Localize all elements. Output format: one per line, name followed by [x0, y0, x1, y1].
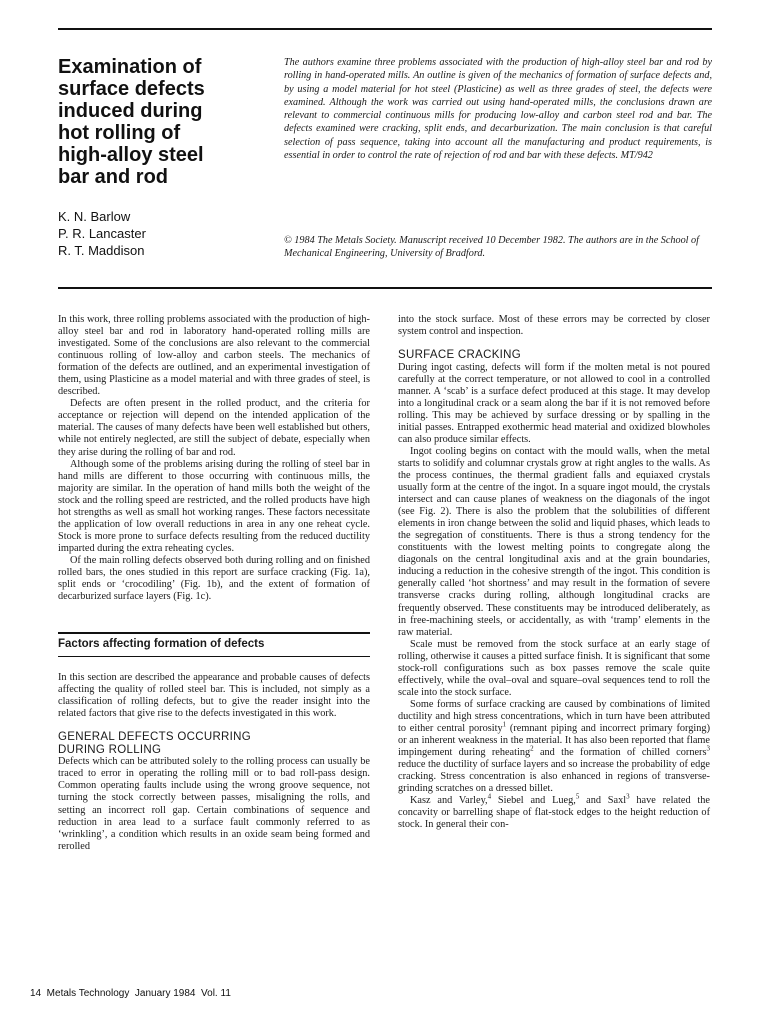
subheading: SURFACE CRACKING	[398, 349, 522, 362]
author: P. R. Lancaster	[58, 226, 146, 241]
reference-mark: 4	[487, 792, 492, 801]
paragraph: Kasz and Varley,$^4$ Siebel and Lueg,$^5$ and Saxl$^3$ have related the concavity or barrelling shape of flat-stock edges to the height reduction of stock. In general their con-	[398, 792, 711, 831]
paragraph: into the stock surface. Most of these errors may be corrected by closer system control and inspection.	[398, 314, 710, 338]
copyright-note: © 1984 The Metals Society. Manuscript received 10 December 1982. The authors are in the School of Mechanical Engineering, University of Bradford.	[284, 235, 699, 260]
paragraph: Defects are often present in the rolled product, and the criteria for acceptance or rejection will depend on the intended application of the material. The causes of many defects have been well established but others, while not entirely neglected, are still the subject of debate, especially when they arise during the rolling of bar and rod.	[58, 398, 370, 458]
left-column	[58, 314, 370, 853]
paragraph: Some forms of surface cracking are caused by combinations of limited ductility and high stress concentrations, which in turn have been attributed to either central porosity$^1$ (remnant piping and incorrect primary forging) or an inherent weakness in the material. It has also been reported that flame impingement during reheating$^2$ and the formation of chilled corners$^3$ reduce the ductility of surface layers and so increase the probability of edge cracking. Stress concentration is also enhanced in regions of transverse-grinding scratches on a dressed billet.	[398, 698, 711, 795]
header-divider	[58, 287, 712, 289]
reference-mark: 3	[626, 792, 630, 801]
top-rule	[58, 28, 712, 30]
paragraph: In this section are described the appearance and probable causes of defects affecting the quality of rolled steel bar. This is included, not simply as a classification of rolling defects, but to give the reader insight into the related factors that give rise to the defects investigated in this work.	[58, 672, 370, 720]
paragraph: During ingot casting, defects will form if the molten metal is not poured carefully at the correct temperature, or not allowed to cool in a controlled manner. A ‘scab’ is a surface defect produced at this stage. It may develop into a longitudinal crack or a seam along the bar if it is not removed before rolling. This may be achieved by surface dressing or by spalling in the initial passes. Entrapped exothermic head material and oxidized blowholes can also produce similar effects.	[398, 361, 710, 445]
article-title: Examination of surface defects induced during hot rolling of high-alloy steel bar and rod	[58, 56, 205, 188]
paragraph: Although some of the problems arising during the rolling of steel bar in hand mills are different to those occurring with continuous mills, the majority are similar. In the operation of hand mills both the weight of the stock and the rolling speed are restricted, and the rolled products have high hot strengths as well as small hot working ranges. These factors necessitate the application of low overall reductions in area in any one reheat cycle. Stock is more prone to surface defects resulting from the reduced ductility imparted during the extra reheating cycles.	[58, 458, 370, 554]
paragraph: Defects which can be attributed solely to the rolling process can usually be traced to error in operating the rolling mill or to bad roll-pass design. Common operating faults include using the wrong groove sequence, not turning the stock correctly between passes, misaligning the rolls, and setting an incorrect roll gap. Certain combinations of sequence and reduction in area lead to a surface fault commonly referred to as ‘wrinkling’, a condition which results in an oxide seam being formed and rerolled	[58, 756, 370, 852]
subheading: GENERAL DEFECTS OCCURRING DURING ROLLING	[58, 731, 252, 756]
reference-mark: 3	[706, 744, 710, 753]
paragraph: Scale must be removed from the stock surface at an early stage of rolling, otherwise it causes a pitted surface finish. It is significant that some stock-roll configurations such as box passes remove the scale quite effectively, while the oval–oval and square–oval sequences tend to roll the scale into the stock surface.	[398, 638, 710, 698]
reference-mark: 1	[502, 720, 507, 729]
paragraph: Of the main rolling defects observed both during rolling and on finished rolled bars, the ones studied in this report are surface cracking (Fig. 1a), split ends or ‘crocodiling’ (Fig. 1b), and the extent of formation of decarburized surface layers (Fig. 1c).	[58, 554, 370, 603]
reference-mark: 2	[530, 744, 534, 753]
abstract: The authors examine three problems associated with the production of high-alloy steel bar and rod by rolling in hand-operated mills. An outline is given of the mechanics of formation of surface defects and, by using a model material for hot steel (Plasticine) as well as three grades of steel, the defects were examined. Although the work was carried out using hand-operated mills, the conclusions drawn are relevant to commercial continuous mills for producing low-alloy and carbon steel rod and bar. The defects examined were cracking, split ends, and decarburization. The main conclusion is that careful selection of pass sequence, taking into account all the manufacturing and product requirements, is essential in order to control the rate of rejection of rod and bar with these defects. MT/942	[284, 57, 712, 162]
paragraph: In this work, three rolling problems associated with the production of high-alloy steel bar and rod in laboratory hand-operated rolling mills are investigated. Some of the conclusions are also relevant to the commercial continuous rolling of low-alloy and carbon steels. The mechanics of formation of the defects are outlined, and an experimental investigation of them, using Plasticine as a model material and with three grades of steel, is described.	[58, 314, 370, 398]
right-column	[398, 314, 710, 831]
author: R. T. Maddison	[58, 243, 145, 258]
section-heading: Factors affecting formation of defects	[58, 632, 370, 657]
author: K. N. Barlow	[58, 209, 131, 224]
paragraph: Ingot cooling begins on contact with the mould walls, when the metal starts to solidify and columnar crystals grow at right angles to the walls. As the process continues, the thermal gradient falls and equiaxed crystals usually form at the centre of the ingot. In a square ingot mould, the crystals intersect and can cause planes of weakness on the diagonals of the ingot (see Fig. 2). There is also the problem that the solubilities of different elements in iron change between the solid and liquid phases, which leads to the segregation of constituents. There is thus a strong tendency for the constituents with the lowest melting points to congregate along the diagonals on the central longitudinal axis and at the grain boundaries, inducing a reduction in the cohesive strength of the ingot. This condition is generally called ‘hot shortness’ and may result in the formation of severe transverse cracks during rolling, although longitudinal cracks are frequently observed. These constituents may be introduced deliberately, as in free-machining steels, or accidentally, as with ‘tramp’ elements in the raw material.	[398, 445, 710, 638]
author-list	[58, 208, 258, 259]
page-footer: 14 Metals Technology January 1984 Vol. 11	[30, 988, 231, 999]
reference-mark: 5	[575, 792, 580, 801]
